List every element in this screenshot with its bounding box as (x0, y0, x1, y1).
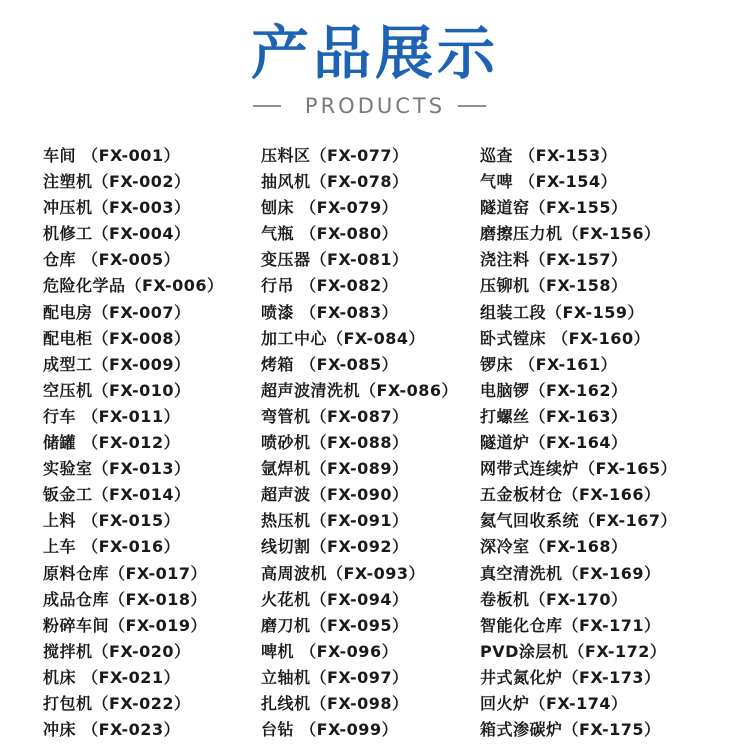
product-item: 井式氮化炉（FX-173） (480, 667, 661, 687)
product-item: 原料仓库（FX-017） (43, 563, 208, 583)
product-item: 粉碎车间（FX-019） (43, 615, 208, 635)
product-item: 立轴机（FX-097） (261, 667, 409, 687)
product-item: 上料 （FX-015） (43, 511, 181, 531)
product-item: 喷漆 （FX-083） (261, 302, 399, 322)
product-item: 氩焊机（FX-089） (261, 459, 409, 479)
product-item: 热压机（FX-091） (261, 511, 409, 531)
product-item: 扎线机（FX-098） (261, 693, 409, 713)
product-item: 机床 （FX-021） (43, 667, 181, 687)
product-item: 线切割（FX-092） (261, 537, 409, 557)
product-item: 实验室（FX-013） (43, 459, 191, 479)
product-item: 浇注料（FX-157） (480, 250, 628, 270)
product-item: 智能化仓库（FX-171） (480, 615, 661, 635)
product-item: PVD涂层机（FX-172） (480, 641, 667, 661)
product-item: 五金板材仓（FX-166） (480, 485, 661, 505)
product-column-2 (261, 143, 458, 743)
product-column-1 (43, 143, 224, 743)
page-title: 产品展示 (250, 19, 499, 87)
product-item: 隧道炉（FX-164） (480, 433, 628, 453)
product-item: 锣床 （FX-161） (480, 354, 618, 374)
product-item: 压料区（FX-077） (261, 146, 409, 165)
product-item: 压铆机（FX-158） (480, 276, 628, 296)
product-item: 搅拌机（FX-020） (43, 641, 191, 661)
product-item: 弯管机（FX-087） (261, 406, 409, 426)
product-item: 危险化学品（FX-006） (43, 276, 224, 296)
product-item: 车间 （FX-001） (43, 146, 181, 165)
product-item: 冲压机（FX-003） (43, 198, 191, 218)
product-item: 上车 （FX-016） (43, 537, 181, 557)
product-item: 加工中心（FX-084） (261, 328, 426, 348)
product-item: 卧式镗床 （FX-160） (480, 328, 651, 348)
product-item: 成型工（FX-009） (43, 354, 191, 374)
product-item: 行车 （FX-011） (43, 406, 181, 426)
product-item: 注塑机（FX-002） (43, 172, 191, 192)
page-header (0, 0, 750, 140)
product-item: 刨床 （FX-079） (261, 198, 399, 218)
product-item: 机修工（FX-004） (43, 224, 191, 244)
product-item: 钣金工（FX-014） (43, 485, 191, 505)
product-item: 打包机（FX-022） (43, 693, 191, 713)
product-item: 火花机（FX-094） (261, 589, 409, 609)
product-item: 冲床 （FX-023） (43, 720, 181, 740)
subtitle-rule-right (458, 105, 486, 107)
product-item: 磨擦压力机（FX-156） (480, 224, 661, 244)
product-item: 深冷室（FX-168） (480, 537, 628, 557)
page-subtitle: PRODUCTS (304, 94, 446, 118)
product-item: 喷砂机（FX-088） (261, 433, 409, 453)
product-item: 气瓶 （FX-080） (261, 224, 399, 244)
product-item: 变压器（FX-081） (261, 250, 409, 270)
product-item: 隧道窑（FX-155） (480, 198, 628, 218)
product-item: 空压机（FX-010） (43, 380, 191, 400)
product-item: 氦气回收系统（FX-167） (480, 511, 678, 531)
product-item: 啤机 （FX-096） (261, 641, 399, 661)
product-item: 超声波（FX-090） (261, 485, 409, 505)
product-item: 卷板机（FX-170） (480, 589, 628, 609)
product-item: 台钻 （FX-099） (261, 720, 399, 740)
product-item: 抽风机（FX-078） (261, 172, 409, 192)
product-item: 电脑锣（FX-162） (480, 380, 628, 400)
product-column-3 (480, 143, 677, 743)
product-item: 配电柜（FX-008） (43, 328, 191, 348)
product-item: 行吊 （FX-082） (261, 276, 399, 296)
product-item: 仓库 （FX-005） (43, 250, 181, 270)
product-item: 网带式连续炉（FX-165） (480, 459, 678, 479)
product-item: 成品仓库（FX-018） (43, 589, 208, 609)
product-item: 超声波清洗机（FX-086） (261, 380, 459, 400)
product-item: 高周波机（FX-093） (261, 563, 426, 583)
product-item: 打螺丝（FX-163） (480, 406, 628, 426)
product-item: 组装工段（FX-159） (480, 302, 645, 322)
product-item: 巡查 （FX-153） (480, 146, 618, 165)
product-item: 配电房（FX-007） (43, 302, 191, 322)
product-item: 真空清洗机（FX-169） (480, 563, 661, 583)
product-item: 储罐 （FX-012） (43, 433, 181, 453)
subtitle-row (0, 92, 750, 120)
product-item: 烤箱 （FX-085） (261, 354, 399, 374)
product-item: 回火炉（FX-174） (480, 693, 628, 713)
product-item: 气啤 （FX-154） (480, 172, 618, 192)
product-item: 磨刀机（FX-095） (261, 615, 409, 635)
product-item: 箱式渗碳炉（FX-175） (480, 720, 661, 740)
